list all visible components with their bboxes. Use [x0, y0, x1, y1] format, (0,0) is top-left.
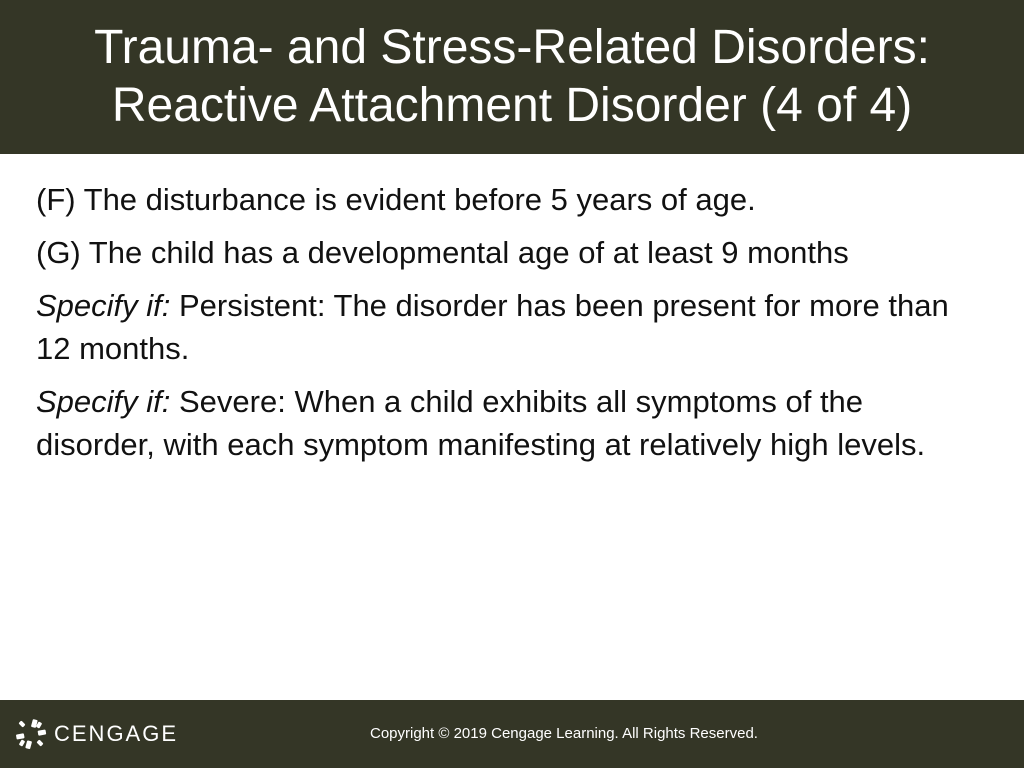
criterion-g: (G) The child has a developmental age of at least 9 months — [36, 235, 849, 270]
footer-bar — [0, 700, 1024, 768]
title-bar — [0, 0, 1024, 154]
slide-title-line-2: Reactive Attachment Disorder (4 of 4) — [111, 79, 913, 132]
cengage-burst-icon — [14, 717, 48, 751]
specifier-text: Persistent: The disorder has been present for more than 12 months. — [36, 288, 949, 366]
logo-wordmark: CENGAGE — [54, 721, 179, 746]
cengage-logo — [14, 714, 178, 754]
copyright-notice: Copyright © 2019 Cengage Learning. All Rights Reserved. — [370, 725, 758, 742]
specifier-text: Severe: When a child exhibits all symptoms of the disorder, with each symptom manifesting at relatively high levels. — [36, 384, 926, 462]
slide-title-line-1: Trauma- and Stress-Related Disorders: — [94, 21, 930, 74]
criterion-f: (F) The disturbance is evident before 5 years of age. — [36, 182, 756, 217]
slide-body — [36, 178, 986, 476]
specifier-persistent — [36, 284, 986, 370]
specifier-prefix: Specify if: — [36, 288, 171, 323]
specifier-severe — [36, 380, 986, 466]
specifier-prefix: Specify if: — [36, 384, 171, 419]
